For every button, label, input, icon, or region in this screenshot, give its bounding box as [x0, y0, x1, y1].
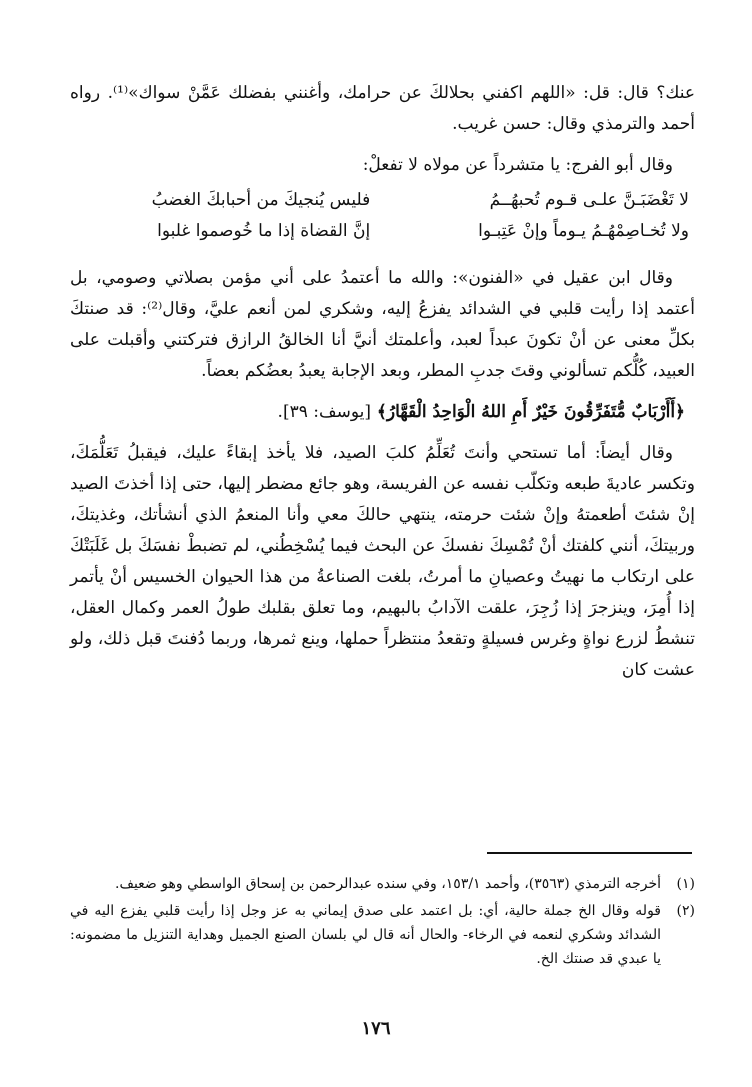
quran-verse-text: ﴿أَأَرْبَابٌ مُّتَفَرِّقُونَ خَيْرٌ أَمِ اللهُ الْوَاحِدُ الْقَهَّارُ﴾	[376, 402, 685, 422]
verse-line-1	[70, 185, 695, 216]
footnote-text: قوله وقال الخ جملة حالية، أي: بل اعتمد على صدق إيماني به عز وجل إذا رأيت قلبي يفزع اليه في الشدائد وشكري لنعمه في الرخاء- والحال أنه قال لي بلسان الصنع الجميل وهداية التنزيل ما مضمونه: يا عبدي قد صنتك الخ.	[70, 903, 661, 967]
paragraph-hadith: عنك؟ قال: قل: «اللهم اكفني بحلالكَ عن حرامك، وأغنني بفضلك عَمَّنْ سواك»⁽¹⁾. رواه أحمد والترمذي وقال: حسن غريب.	[70, 83, 695, 134]
footnote-text: أخرجه الترمذي (٣٥٦٣)، وأحمد ١٥٣/١، وفي سنده عبدالرحمن بن إسحاق الواسطي وهو ضعيف.	[115, 876, 661, 892]
paragraph-ibn-aqil-continued: وقال أيضاً: أما تستحي وأنتَ تُعَلِّمُ كلبَ الصيد، فلا يأخذ إبقاءً عليك، فيقبلُ تَعَلُّمَكَ، وتكسر عاديةَ طبعه وتكلّب نفسه عن الفريسة، وهو جائع مضطر إليها، حتى إذا أخذتَ الصيد إنْ شئتَ أطعمتهُ وإنْ شئت حرمته، ينتهي حالكَ معي وأنا المنعمُ الذي أنشأتك، وغذيتكَ، وربيتكَ، أنني كلفتك أنْ تُمْسِكَ نفسكَ عن البحث فيما يُسْخِطُني، لم تضبطْ نفسَكَ بل غَلَبَتْكَ على ارتكاب ما نهيتُ وعصيانِ ما أمرتُ، بلغت الصناعةُ من هذا الحيوان الخسيس أنْ يأتمر إذا أُمِرَ، وينزجرَ إذا زُجِرَ، علقت الآدابُ بالبهيم، وما تعلق بقلبك طولُ العمر وكمال العقل، تنشطُ لزرع نواةٍ وغرس فسيلةٍ وتقعدُ منتظراً حملها، وينع ثمرها، وربما دُفنتَ قبل ذلك، ولو عشت كان	[70, 443, 695, 680]
footnotes	[70, 872, 695, 974]
verse-1-second-hemistich: فليس يُنجيكَ من أحبابكَ الغضبُ	[151, 190, 371, 210]
verse-2-first-hemistich: ولا تُخـاصِمْهُـمُ يـوماً وإنْ عَتِبـوا	[478, 221, 689, 241]
paragraph-ibn-aqil: وقال ابن عقيل في «الفنون»: والله ما أعتمدُ على أني مؤمن بصلاتي وصومي، بل أعتمد إذا رأيت قلبي في الشدائد يفزعُ إليه، وشكري لمن أنعم عليَّ، وقال⁽²⁾: قد صنتكَ بكلِّ معنى عن أنْ تكونَ عبداً لعبد، وأعلمتك أنيَّ أنا الخالقُ الرازق فتركتني وأقبلت على العبيد، كُلُّكم تسألوني وقتَ جدبِ المطر، وبعد الإجابة يعبدُ بعضُكم بعضاً.	[70, 268, 695, 381]
main-text	[70, 78, 695, 686]
quran-verse	[70, 397, 695, 428]
verse-2-second-hemistich: إنَّ القضاة إذا ما خُوصموا غلبوا	[157, 221, 371, 241]
quran-verse-reference: [يوسف: ٣٩].	[277, 402, 371, 422]
page-number: ١٧٦	[361, 1018, 391, 1039]
poem-verses	[70, 185, 695, 247]
footnote-number: (٢)	[676, 903, 695, 919]
footnote-number: (١)	[676, 876, 695, 892]
footnote-1	[70, 872, 695, 896]
verse-line-2	[70, 216, 695, 247]
verse-1-first-hemistich: لا تَغْضَبَـنَّ علـى قـوم تُحبهُــمُ	[489, 190, 689, 210]
paragraph-abu-alfaraj: وقال أبو الفرج: يا متشرداً عن مولاه لا تفعلْ:	[362, 155, 673, 175]
footnote-divider	[487, 852, 692, 854]
footnote-2	[70, 899, 695, 971]
